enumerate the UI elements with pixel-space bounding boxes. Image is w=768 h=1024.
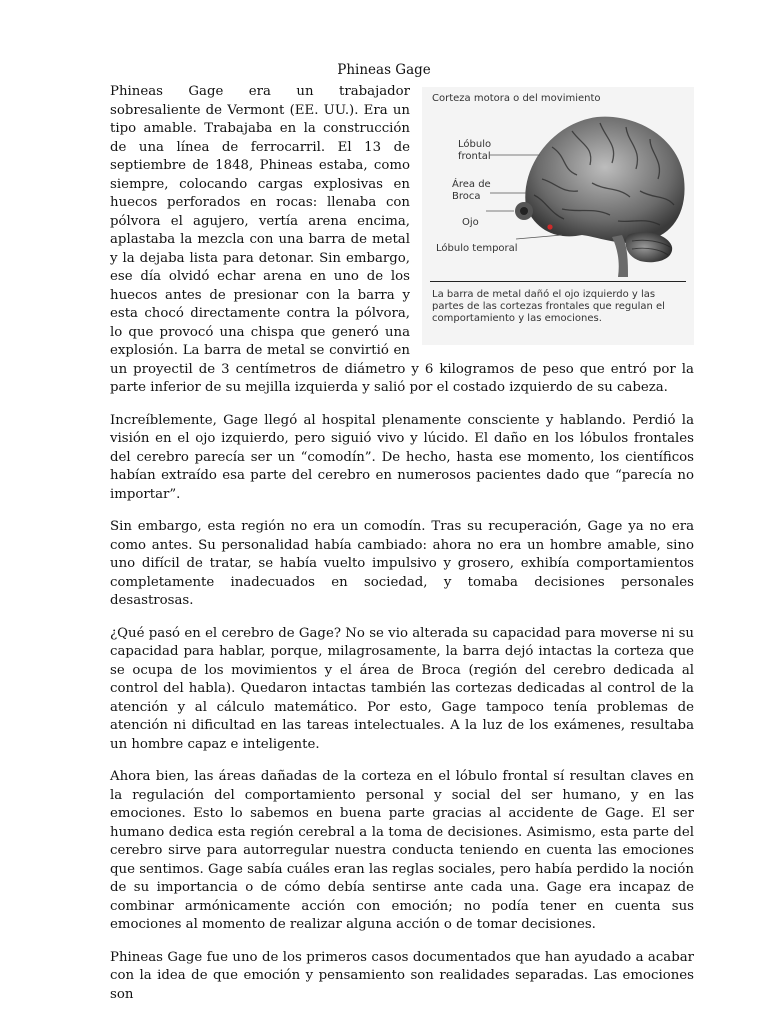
paragraph-3: Sin embargo, esta región no era un comodín. Tras su recuperación, Gage ya no era como antes. Su personalidad había cambiado: ahora no era un hombre amable, sino uno difícil de tratar, se había vuelto impulsivo y grosero, exhibía comportamientos completamente inadecuados en sociedad, y tomaba decisiones personales desastrosas.	[110, 519, 694, 608]
paragraph-1	[110, 83, 694, 398]
paragraph-5: Ahora bien, las áreas dañadas de la corteza en el lóbulo frontal sí resultan claves en la regulación del comportamiento personal y social del ser humano, y en las emociones. Esto lo sabemos en buena parte gracias al accidente de Gage. El ser humano dedica esta región cerebral a la toma de decisiones. Asimismo, esta parte del cerebro sirve para autorregular nuestra conducta teniendo en cuenta las emociones que sentimos. Gage sabía cuáles eran las reglas sociales, pero había perdido la noción de su importancia o de cómo debía sentirse ante cada una. Gage era incapaz de combinar armónicamente acción con emoción; no podía tener en cuenta sus emociones al momento de realizar alguna acción o de tomar decisiones.	[110, 769, 694, 932]
figure-caption: La barra de metal dañó el ojo izquierdo y las partes de las cortezas frontales que regulan el comportamiento y las emociones.	[432, 289, 665, 324]
paragraph-4: ¿Qué pasó en el cerebro de Gage? No se vio alterada su capacidad para moverse ni su capacidad para hablar, porque, milagrosamente, la barra dejó intactas la corteza que se ocupa de los movimientos y el área de Broca (región del cerebro dedicada al control del habla). Quedaron intactas también las cortezas dedicadas al control de la atención y al cálculo matemático. Por esto, Gage tampoco tenía problemas de atención ni dificultad en las tareas intelectuales. A la luz de los exámenes, resultaba un hombre capaz e inteligente.	[110, 625, 694, 752]
page-title: Phineas Gage	[337, 62, 431, 78]
label-frontal-lobe: Lóbulo frontal	[458, 139, 492, 162]
paragraph-1-text: Phineas Gage era un trabajador sobresaliente de Vermont (EE. UU.). Era un tipo amable. Trabajaba en la construcción de una línea de ferrocarril. El 13 de septiembre de 1848, Phineas estaba, como siempre, colocando cargas explosivas en huecos perforados en rocas: llenaba con pólvora el agujero, vertía arena encima, aplastaba la mezcla con una barra de metal y la dejaba lista para detonar. Sin embargo, ese día olvidó echar arena en uno de los huecos antes de presionar con la barra y esta chocó directamente contra la pólvora, lo que provocó una chispa que generó una explosión. La barra de metal se convirtió en un proyectil de 3 centímetros de diámetro y 6 kilogramos de peso que entró por la parte inferior de su mejilla izquierda y salió por el costado izquierdo de su cabeza.	[110, 84, 694, 395]
brain-figure	[422, 87, 694, 345]
label-temporal-lobe: Lóbulo temporal	[436, 243, 518, 254]
label-broca: Área de Broca	[452, 179, 491, 202]
label-motor-cortex: Corteza motora o del movimiento	[432, 93, 601, 104]
paragraph-2: Increíblemente, Gage llegó al hospital plenamente consciente y hablando. Perdió la visión en el ojo izquierdo, pero siguió vivo y lúcido. El daño en los lóbulos frontales del cerebro parecía ser un “comodín”. De hecho, hasta ese momento, los científicos habían extraído esa parte del cerebro en numerosos pacientes dado que “parecía no importar”.	[110, 412, 694, 502]
paragraph-6: Phineas Gage fue uno de los primeros casos documentados que han ayudado a acabar con la idea de que emoción y pensamiento son realidades separadas. Las emociones son	[110, 949, 694, 1002]
article-body	[110, 83, 694, 1018]
label-eye: Ojo	[462, 217, 479, 228]
figure-divider	[430, 281, 686, 282]
